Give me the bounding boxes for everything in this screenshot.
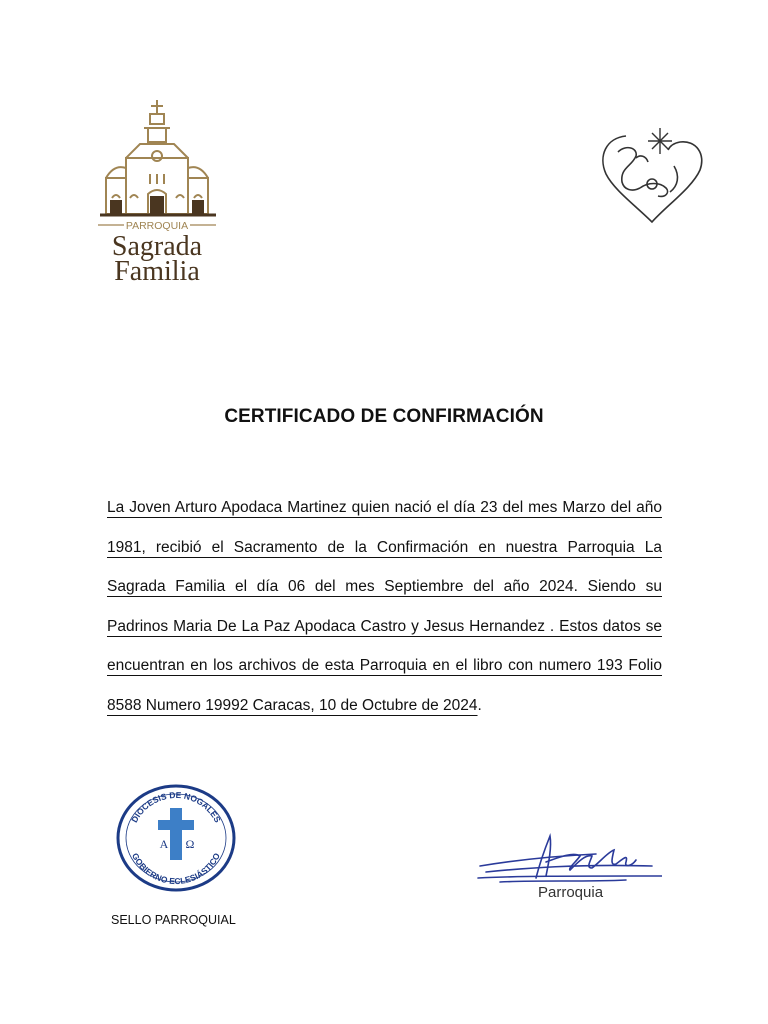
seal-text-top: DIOCESIS DE NOGALES <box>129 789 223 825</box>
seal-text-bottom: GOBIERNO ECLESIÁSTICO <box>130 851 222 887</box>
certificate-title: CERTIFICADO DE CONFIRMACIÓN <box>224 406 544 427</box>
seal-alpha: A <box>159 837 169 851</box>
logo-top-text: PARROQUIA <box>125 220 189 232</box>
cross-icon <box>158 808 194 860</box>
parish-logo <box>88 98 238 288</box>
parish-seal <box>114 782 238 894</box>
logo-line1: Sagrada <box>111 231 203 262</box>
seal-omega: Ω <box>185 837 195 851</box>
logo-line2: Familia <box>114 256 200 287</box>
seal-stamp <box>114 782 238 894</box>
church-icon <box>88 98 238 288</box>
certificate-body-text: La Joven Arturo Apodaca Martinez quien nació el día 23 del mes Marzo del año 1981, recibió el Sacramento de la Confirmación en nuestra Parroquia La Sagrada Familia el día 06 del mes Septiembre del año 2024. Siendo su Padrinos Maria De La Paz Apodaca Castro y Jesus Hernandez . Estos datos se encuentran en los archivos de esta Parroquia en el libro con numero 193 Folio 8588 Numero 19992 Caracas, 10 de Octubre de 2024 <box>107 499 662 714</box>
holy-family-heart-logo <box>596 126 708 226</box>
signature-label: Parroquia <box>538 884 604 901</box>
certificate-body <box>107 488 662 726</box>
heart-icon <box>596 126 708 226</box>
certificate-body-end: . <box>477 696 482 714</box>
seal-label: SELLO PARROQUIAL <box>111 913 236 927</box>
